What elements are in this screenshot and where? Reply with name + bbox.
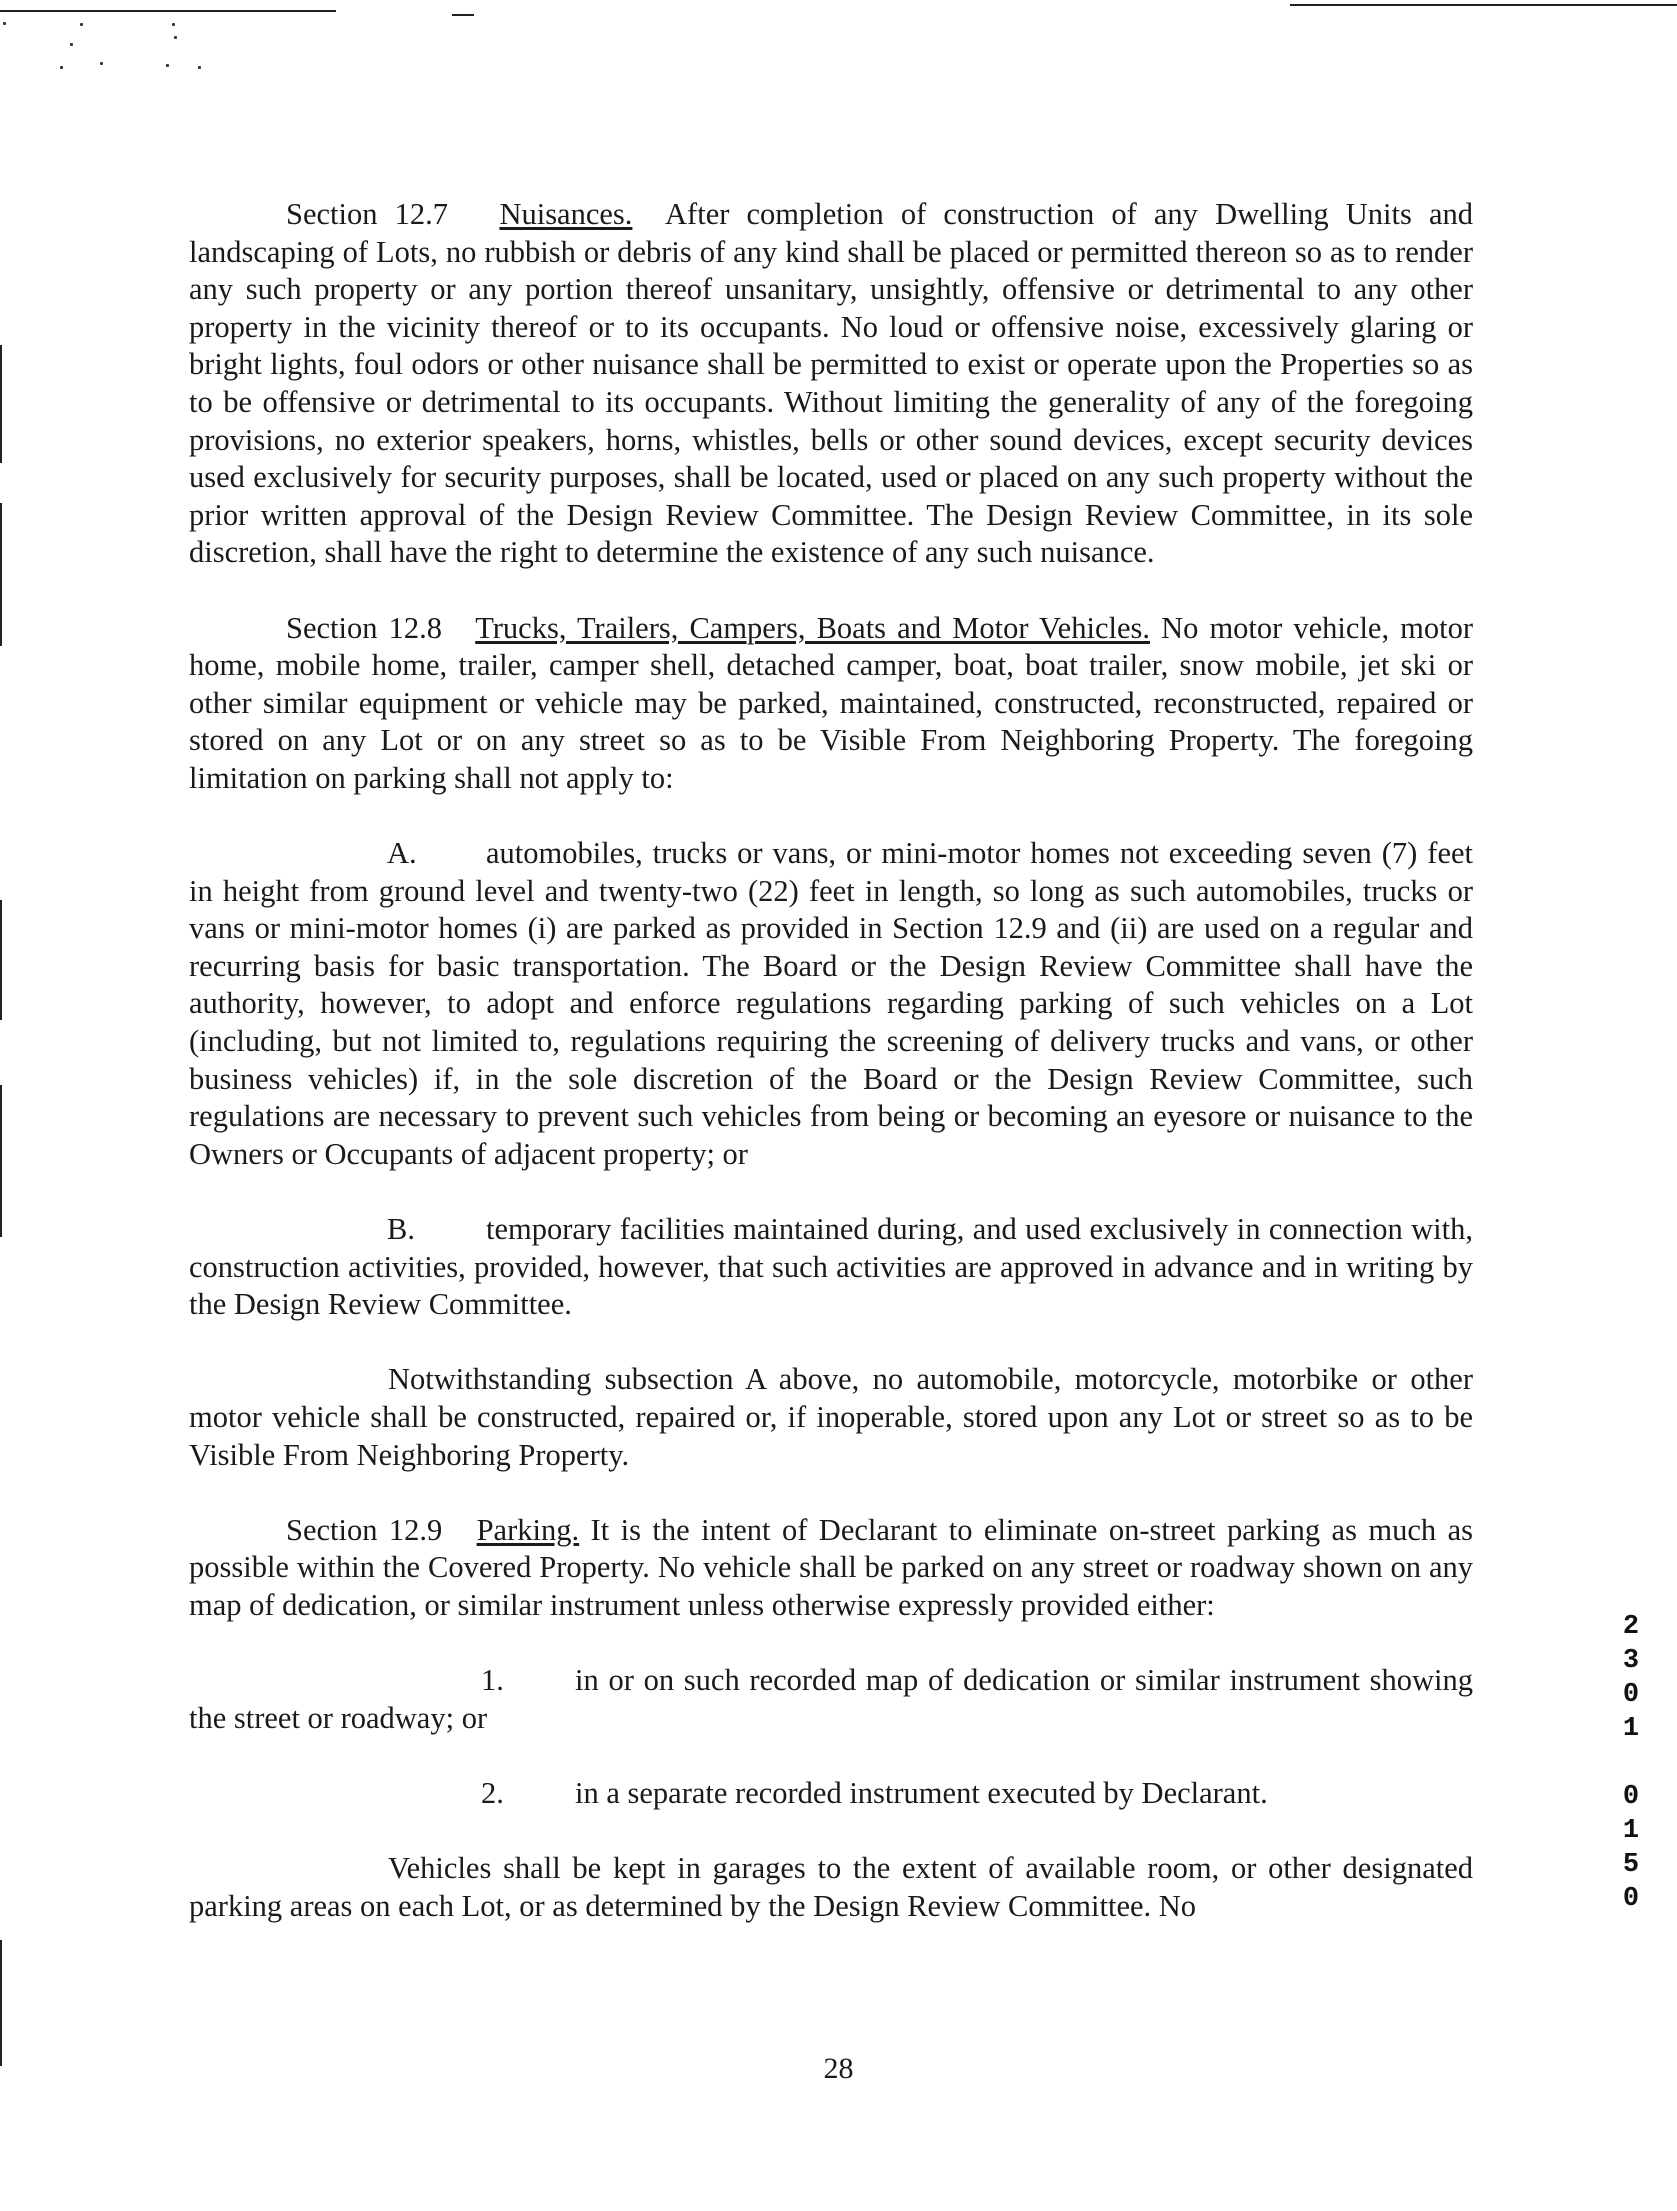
paragraph-text: Vehicles shall be kept in garages to the extent of available room, or other designated parking areas on each Lot, or as determined by the Design Review Committee. No	[189, 1851, 1473, 1923]
list-item-text: automobiles, trucks or vans, or mini-motor homes not exceeding seven (7) feet in height from ground level and twenty-two (22) feet in length, so long as such automobiles, trucks or vans or mini-motor homes (i) are parked as provided in Section 12.9 and (ii) are used on a regular and recurring basis for basic transportation. The Board or the Design Review Committee shall have the authority, however, to adopt and enforce regulations regarding parking of such vehicles on a Lot (including, but not limited to, regulations requiring the screening of delivery trucks and vans, or other business vehicles) if, in the sole discretion of the Board or the Design Review Committee, such regulations are necessary to prevent such vehicles from being or becoming an eyesore or nuisance to the Owners or Occupants of adjacent property; or	[189, 836, 1473, 1171]
left-margin-scan-line	[0, 345, 2, 463]
list-item-text: in or on such recorded map of dedication or similar instrument showing the street or roadway; or	[189, 1663, 1473, 1735]
list-item-a	[189, 835, 1473, 1173]
section-heading: Trucks, Trailers, Campers, Boats and Motor Vehicles.	[475, 610, 1150, 645]
list-item-2	[189, 1775, 1473, 1813]
section-12-7	[189, 196, 1473, 572]
scan-speck	[198, 66, 201, 69]
list-item-text: temporary facilities maintained during, and used exclusively in connection with, construction activities, provided, however, that such activities are approved in advance and in writing by the Design Review Committee.	[189, 1212, 1473, 1322]
section-12-8	[189, 610, 1473, 798]
scan-edge-line-top-mid	[452, 14, 474, 16]
scan-speck	[80, 23, 83, 26]
scan-speck	[172, 23, 175, 26]
section-text: After completion of construction of any Dwelling Units and landscaping of Lots, no rubbish or debris of any kind shall be placed or permitted thereon so as to render any such property or any portion thereof unsanitary, unsightly, offensive or detrimental to any other property in the vicinity thereof or to its occupants. No loud or offensive noise, excessively glaring or bright lights, foul odors or other nuisance shall be permitted to exist or operate upon the Properties so as to be offensive or detrimental to its occupants. Without limiting the generality of any of the foregoing provisions, no exterior speakers, horns, whistles, bells or other sound devices, except security devices used exclusively for security purposes, shall be located, used or placed on any such property without the prior written approval of the Design Review Committee. The Design Review Committee, in its sole discretion, shall have the right to determine the existence of any such nuisance.	[189, 197, 1473, 570]
paragraph-text: Notwithstanding subsection A above, no automobile, motorcycle, motorbike or other motor vehicle shall be constructed, repaired or, if inoperable, stored upon any Lot or street so as to be Visible From Neighboring Property.	[189, 1362, 1473, 1472]
page-number: 28	[823, 2052, 854, 2085]
section-12-9-closing	[189, 1850, 1473, 1925]
document-body	[189, 196, 1473, 1925]
list-item-1	[189, 1662, 1473, 1737]
list-marker: A.	[387, 836, 417, 871]
section-text: It is the intent of Declarant to eliminate on-street parking as much as possible within the Covered Property. No vehicle shall be parked on any street or roadway shown on any map of dedication, or similar instrument unless otherwise expressly provided either:	[189, 1512, 1473, 1622]
section-number: Section 12.7	[286, 197, 449, 231]
left-margin-scan-line	[0, 1085, 2, 1237]
section-text: No motor vehicle, motor home, mobile home, trailer, camper shell, detached camper, boat, boat trailer, snow mobile, jet ski or other similar equipment or vehicle may be parked, maintained, constructed, reconstructed, repaired or stored on any Lot or on any street so as to be Visible From Neighboring Property. The foregoing limitation on parking shall not apply to:	[189, 610, 1474, 795]
left-margin-scan-line	[0, 900, 2, 1020]
section-12-8-closing	[189, 1361, 1473, 1474]
scan-speck	[70, 43, 73, 46]
left-margin-scan-line	[0, 1940, 2, 2066]
margin-stamp-upper: 2 3 0 1	[1622, 1612, 1640, 1744]
scan-edge-line-top-right	[1290, 4, 1677, 6]
scan-speck	[3, 22, 6, 25]
section-number: Section 12.8	[286, 610, 442, 645]
list-marker: B.	[387, 1212, 415, 1247]
margin-stamp-lower: 0 1 5 0	[1622, 1782, 1640, 1914]
scan-speck	[100, 62, 103, 65]
list-item-b	[189, 1211, 1473, 1324]
scan-speck	[174, 36, 177, 39]
scan-edge-line-top-left	[0, 10, 336, 12]
scan-speck	[60, 66, 63, 69]
section-heading: Parking.	[476, 1512, 580, 1547]
section-heading: Nuisances.	[499, 197, 633, 231]
list-item-text: in a separate recorded instrument executed by Declarant.	[575, 1775, 1268, 1810]
section-number: Section 12.9	[286, 1512, 443, 1547]
left-margin-scan-line	[0, 503, 2, 646]
scan-speck	[166, 64, 169, 67]
list-marker: 2.	[481, 1775, 504, 1810]
section-12-9	[189, 1512, 1473, 1625]
list-marker: 1.	[481, 1663, 504, 1698]
